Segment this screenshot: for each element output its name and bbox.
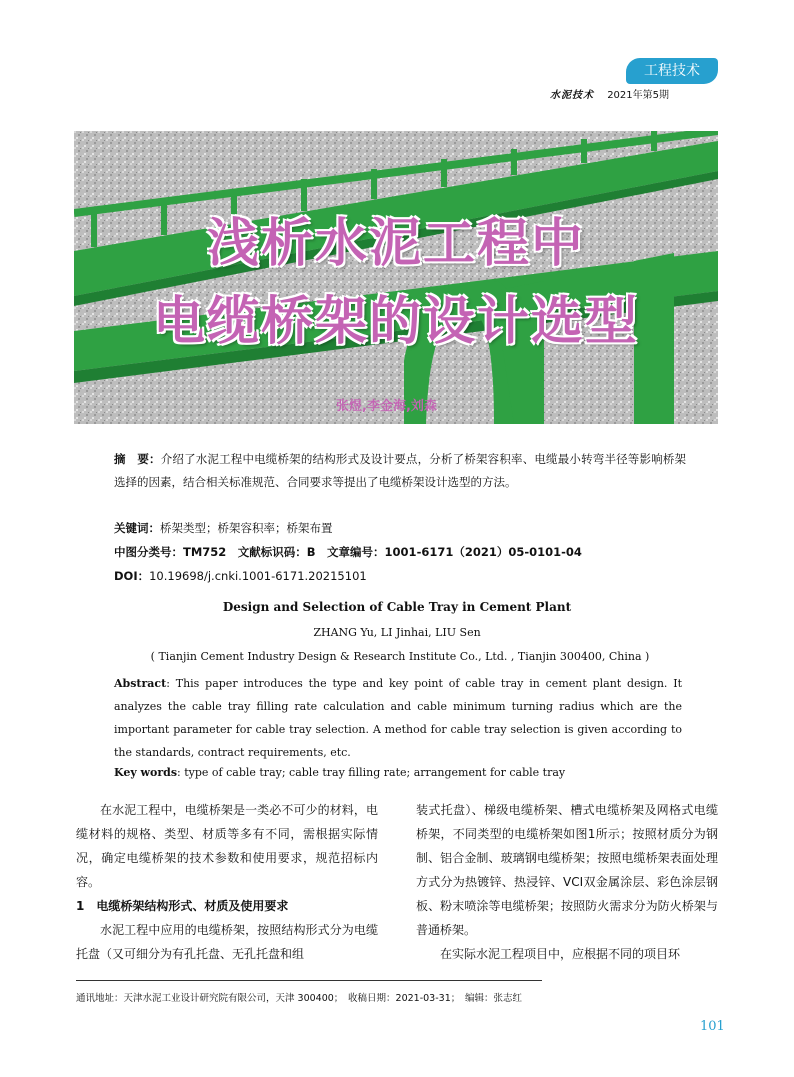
body-column-left <box>76 798 378 966</box>
english-abstract <box>114 672 682 764</box>
section-heading: 1 电缆桥架结构形式、材质及使用要求 <box>76 899 289 913</box>
english-keywords <box>114 766 682 779</box>
english-authors: ZHANG Yu, LI Jinhai, LIU Sen <box>313 626 481 639</box>
title-line-2: 电缆桥架的设计选型 <box>152 292 639 352</box>
journal-header <box>550 86 669 101</box>
english-title: Design and Selection of Cable Tray in Cement Plant <box>222 600 572 614</box>
doi-label: DOI： <box>114 569 150 583</box>
doi-line <box>114 568 367 584</box>
body-paragraph: 在水泥工程中，电缆桥架是一类必不可少的材料，电缆材料的规格、类型、材质等多有不同，需根据实际情况，确定电缆桥架的技术参数和使用要求，规范招标内容。 <box>76 803 378 889</box>
english-affiliation: ( Tianjin Cement Industry Design & Research Institute Co., Ltd. , Tianjin 300400, China ) <box>150 650 650 663</box>
body-paragraph: 在实际水泥工程项目中，应根据不同的项目环 <box>440 947 681 961</box>
hero-banner <box>74 131 718 424</box>
keywords-cn-text: 桥架类型；桥架容积率；桥架布置 <box>160 521 333 535</box>
body-paragraph: 装式托盘）、梯级电缆桥架、槽式电缆桥架及网格式电缆桥架，不同类型的电缆桥架如图1所示；按照材质分为钢制、铝合金制、玻璃钢电缆桥架；按照电缆桥架表面处理方式分为热镀锌、热浸锌、VCI双金属涂层、彩色涂层钢板、粉末喷涂等电缆桥架；按照防火需求分为防火桥架与普通桥架。 <box>416 803 718 937</box>
english-keywords-text: : type of cable tray; cable tray filling rate; arrangement for cable tray <box>177 766 566 779</box>
english-abstract-label: Abstract <box>114 677 167 690</box>
keywords-cn-label: 关键词： <box>114 521 160 535</box>
title-line-1: 浅析水泥工程中 <box>206 214 585 274</box>
abstract-cn-text: 介绍了水泥工程中电缆桥架的结构形式及设计要点，分析了桥架容积率、电缆最小转弯半径等影响桥架选择的因素，结合相关标准规范、合同要求等提出了电缆桥架设计选型的方法。 <box>114 452 687 489</box>
english-abstract-text: : This paper introduces the type and key point of cable tray in cement plant design. It analyzes the cable tray filling rate calculation and cable minimum turning radius which are the important parameter for cable tray selection. A method for cable tray selection is given according to the standards, contract requirements, etc. <box>114 677 682 759</box>
section-badge: 工程技术 <box>626 58 718 84</box>
footnote: 通讯地址：天津水泥工业设计研究院有限公司，天津 300400； 收稿日期：2021-03-31； 编辑：张志红 <box>76 993 522 1004</box>
authors-cn: 张煜,李金海,刘森 <box>336 399 437 414</box>
footnote-divider <box>76 980 542 981</box>
classification-line: 中图分类号：TM752 文献标识码：B 文章编号：1001-6171（2021）05-0101-04 <box>114 545 582 559</box>
keywords-cn <box>114 520 333 536</box>
body-column-right <box>416 798 718 966</box>
abstract-cn-label: 摘 要： <box>114 452 161 466</box>
journal-issue: 2021年第5期 <box>607 90 669 101</box>
cable-tray-illustration <box>74 131 718 424</box>
body-paragraph: 水泥工程中应用的电缆桥架，按照结构形式分为电缆托盘（又可细分为有孔托盘、无孔托盘和组 <box>76 923 378 961</box>
page-number: 101 <box>700 1019 725 1034</box>
doi-text: 10.19698/j.cnki.1001-6171.20215101 <box>149 569 367 583</box>
journal-name: 水泥技术 <box>550 90 594 101</box>
english-keywords-label: Key words <box>114 766 178 779</box>
abstract-cn <box>114 448 686 494</box>
